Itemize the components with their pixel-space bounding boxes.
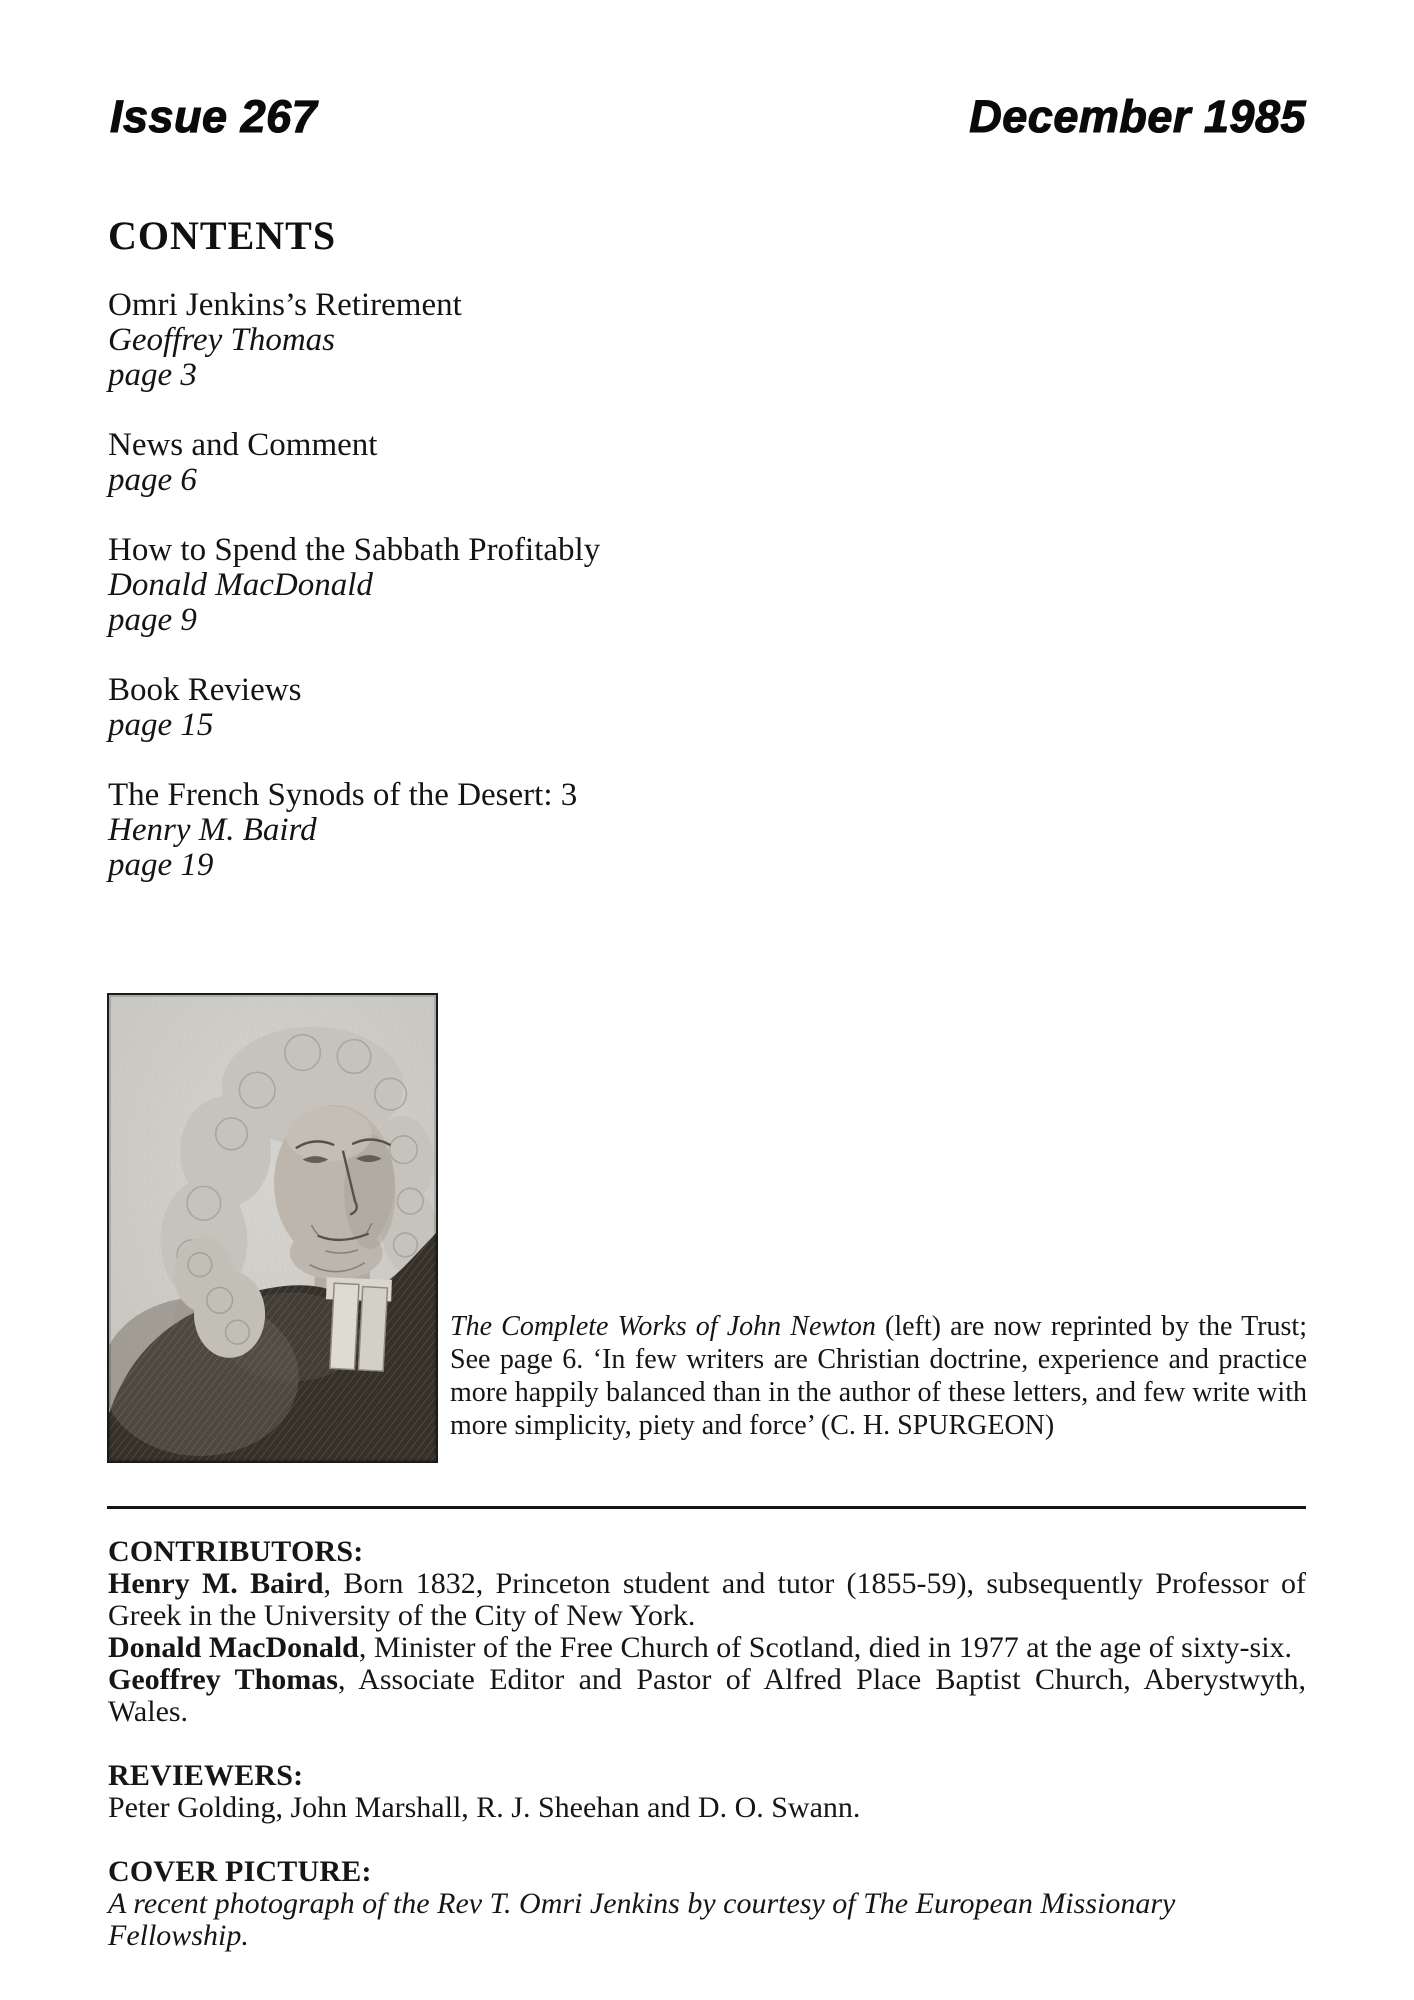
cover-picture-credit: A recent photograph of the Rev T. Omri Jenkins by courtesy of The European Missionary Fellowship. (108, 1887, 1176, 1952)
article-title: News and Comment (108, 427, 378, 463)
article-page: page 6 (108, 462, 197, 498)
contents-heading: CONTENTS (108, 213, 337, 258)
contents-item (108, 533, 808, 638)
article-title: How to Spend the Sabbath Profitably (108, 532, 601, 568)
article-page: page 15 (108, 707, 214, 743)
reviewers-list: Peter Golding, John Marshall, R. J. Sheehan and D. O. Swann. (108, 1791, 861, 1824)
contents-item (108, 778, 808, 883)
article-page: page 9 (108, 602, 197, 638)
issue-number: Issue 267 (110, 91, 318, 142)
caption-italic-title: The Complete Works of John Newton (450, 1311, 876, 1342)
contents-item (108, 428, 808, 498)
caption-body: (left) are now reprinted by the Trust; See page 6. ‘In few writers are Christian doctrine, experience and practice more happily balanced than in the author of these letters, and few write with more simplicity, piety and force’ (C. H. SPURGEON) (450, 1311, 1307, 1441)
masthead (110, 91, 1306, 142)
contributors-heading: CONTRIBUTORS: (108, 1535, 364, 1568)
contributor-entry (108, 1632, 1306, 1664)
contributor-entry (108, 1568, 1306, 1632)
article-page: page 3 (108, 357, 197, 393)
contents-item (108, 288, 808, 393)
contributor-bio: , Born 1832, Princeton student and tutor (1855-59), subsequently Professor of Greek in the University of the City of New York. (108, 1567, 1307, 1632)
john-newton-portrait-image (107, 993, 438, 1463)
section-divider-rule (107, 1506, 1306, 1509)
article-title: Book Reviews (108, 672, 302, 708)
contributor-name: Henry M. Baird (108, 1567, 324, 1600)
contributor-bio: , Minister of the Free Church of Scotland, died in 1977 at the age of sixty-six. (358, 1631, 1293, 1664)
contents-list (108, 288, 808, 918)
article-title: Omri Jenkins’s Retirement (108, 287, 462, 323)
footer-sections (108, 1536, 1306, 1952)
contributors-entries (108, 1568, 1306, 1728)
reviewers-heading: REVIEWERS: (108, 1759, 304, 1792)
article-author: Henry M. Baird (108, 812, 317, 848)
contributor-name: Geoffrey Thomas (108, 1663, 338, 1696)
contributor-name: Donald MacDonald (108, 1631, 359, 1664)
cover-image-caption (450, 1310, 1307, 1442)
cover-picture-heading: COVER PICTURE: (108, 1855, 372, 1888)
article-page: page 19 (108, 847, 214, 883)
portrait-engraving-svg (109, 995, 436, 1461)
contributor-entry (108, 1664, 1306, 1728)
article-author: Donald MacDonald (108, 567, 373, 603)
issue-date: December 1985 (969, 91, 1306, 142)
contributor-bio: , Associate Editor and Pastor of Alfred Place Baptist Church, Aberystwyth, Wales. (108, 1663, 1306, 1728)
article-title: The French Synods of the Desert: 3 (108, 777, 578, 813)
contents-item (108, 673, 808, 743)
article-author: Geoffrey Thomas (108, 322, 336, 358)
